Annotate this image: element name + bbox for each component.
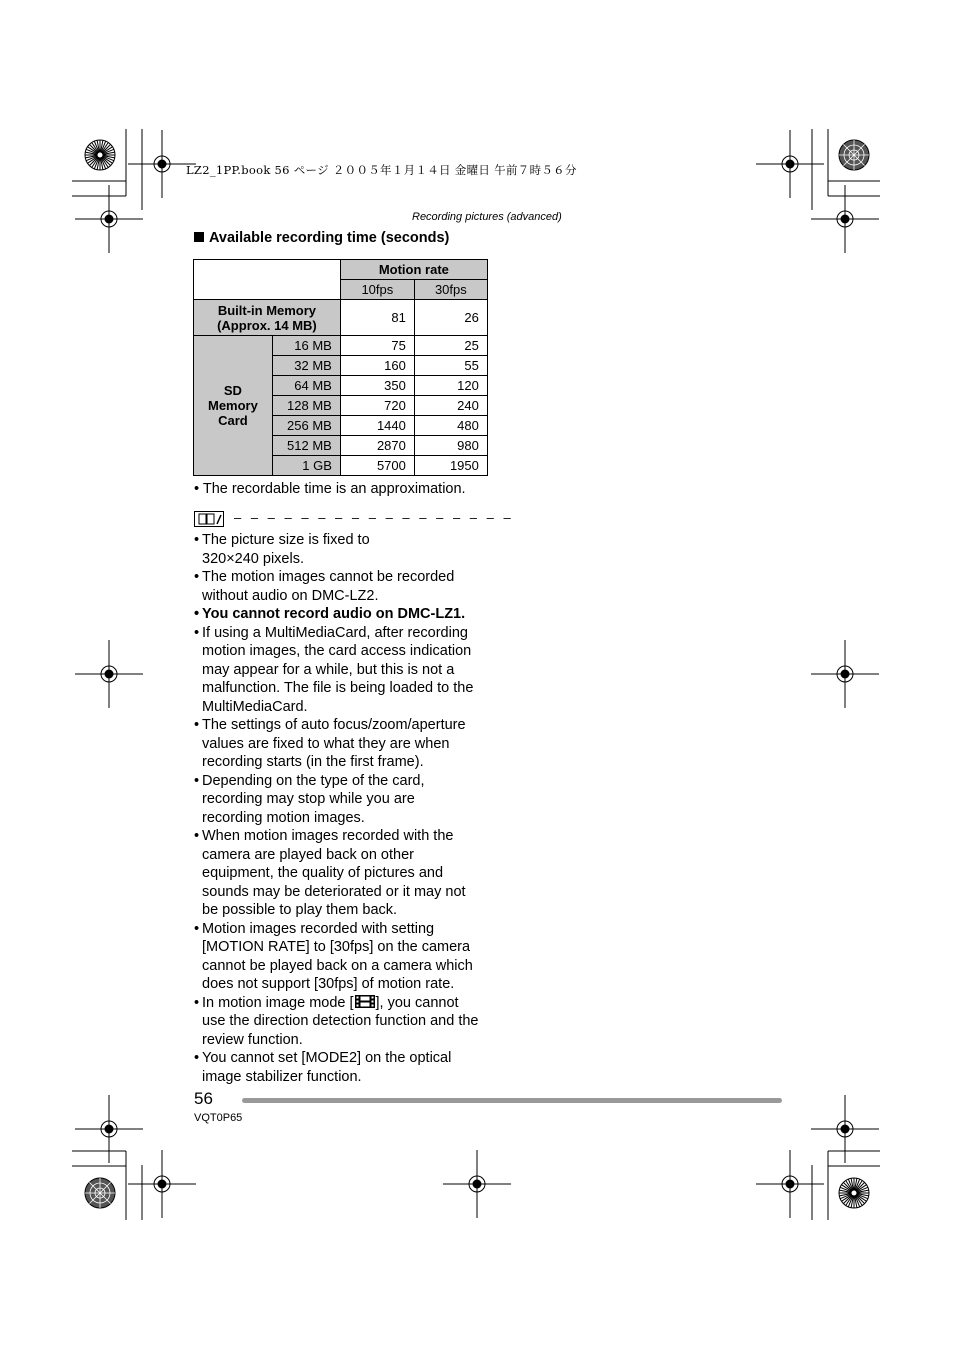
value-30fps: 480 [414,416,487,436]
table-corner-cell [194,260,341,300]
value-30fps: 55 [414,356,487,376]
list-item: • You cannot record audio on DMC-LZ1. [194,605,484,624]
size-cell: 64 MB [272,376,340,396]
section-title: Recording pictures (advanced) [412,211,562,223]
size-cell: 16 MB [272,336,340,356]
motion-note-suffix: ], you cannot [375,994,459,1011]
motion-note-rest: use the direction detection function and the review function. [202,1013,479,1048]
sd-card-label: SD Memory Card [194,336,273,476]
list-item: • The settings of auto focus/zoom/aperture values are fixed to what they are when recording starts (in the first frame). [194,716,484,772]
notes-list [194,531,484,1086]
value-30fps: 120 [414,376,487,396]
list-item [194,994,484,1050]
print-file-info: LZ2_1PP.book 56 ページ ２００５年１月１４日 金曜日 午前７時５６分 [186,163,577,177]
list-item: • Depending on the type of the card, recording may stop while you are recording motion images. [194,772,484,828]
list-item: • When motion images recorded with the camera are played back on other equipment, the quality of pictures and sounds may be deteriorated or it may not be possible to play them back. [194,827,484,920]
value-10fps: 2870 [340,436,414,456]
list-item: • The motion images cannot be recorded without audio on DMC-LZ2. [194,568,484,605]
motion-note-prefix: In motion image mode [ [202,994,354,1011]
value-30fps: 980 [414,436,487,456]
size-cell: 256 MB [272,416,340,436]
approximation-note-text: The recordable time is an approximation. [202,481,466,497]
value-30fps: 240 [414,396,487,416]
value-10fps: 160 [340,356,414,376]
recording-time-heading [194,230,449,246]
list-item: • If using a MultiMediaCard, after recording motion images, the card access indication may appear for a while, but this is not a malfunction. The file is being loaded to the MultiMediaCard. [194,624,484,717]
value-10fps: 1440 [340,416,414,436]
note-divider: – – – – – – – – – – – – – – – – – [234,510,514,525]
value-10fps: 720 [340,396,414,416]
value-10fps: 75 [340,336,414,356]
value-30fps: 25 [414,336,487,356]
builtin-memory-label: Built-in Memory (Approx. 14 MB) [194,300,341,336]
col-30fps-header: 30fps [414,280,487,300]
size-cell: 32 MB [272,356,340,376]
size-cell: 512 MB [272,436,340,456]
footer-bar [242,1098,782,1103]
builtin-10fps: 81 [340,300,414,336]
size-cell: 128 MB [272,396,340,416]
list-item: • The picture size is fixed to 320×240 pixels. [194,531,484,568]
square-bullet-icon [194,232,204,242]
value-30fps: 1950 [414,456,487,476]
page-number: 56 [194,1089,213,1108]
recording-time-table [193,259,488,476]
col-10fps-header: 10fps [340,280,414,300]
heading-text: Available recording time (seconds) [209,230,450,246]
list-item: • Motion images recorded with setting [MOTION RATE] to [30fps] on the camera cannot be played back on a camera which does not support [30fps] of motion rate. [194,920,484,994]
motion-image-mode-icon [354,994,376,1009]
size-cell: 1 GB [272,456,340,476]
value-10fps: 350 [340,376,414,396]
model-code: VQT0P65 [194,1112,243,1124]
builtin-30fps: 26 [414,300,487,336]
value-10fps: 5700 [340,456,414,476]
memo-note-icon [194,511,224,527]
motion-rate-header: Motion rate [340,260,487,280]
approximation-note: • The recordable time is an approximation. [194,481,466,497]
list-item: • You cannot set [MODE2] on the optical image stabilizer function. [194,1049,484,1086]
